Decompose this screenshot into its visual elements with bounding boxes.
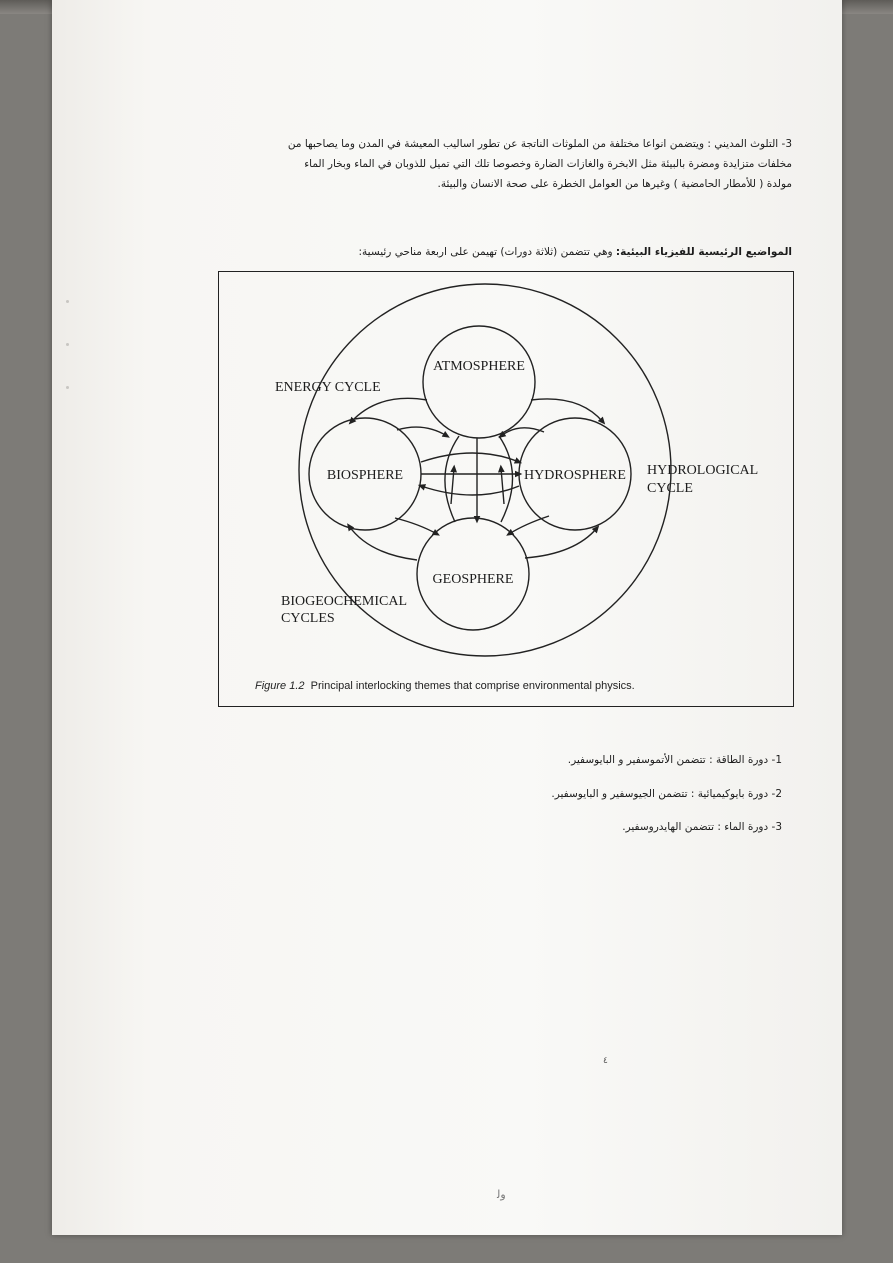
hydrological-cycle-label-2: CYCLE [647, 481, 693, 496]
horizontal-arrow-top [421, 453, 519, 462]
biogeochemical-cycles-label-2: CYCLES [281, 611, 335, 626]
figure-frame [218, 271, 794, 707]
geosphere-label: GEOSPHERE [432, 572, 514, 587]
document-page [52, 0, 842, 1235]
horizontal-arrow-bottom [421, 486, 519, 495]
biogeochemical-cycles-label-1: BIOGEOCHEMICAL [281, 594, 407, 609]
section-heading [232, 246, 792, 258]
flow-arrow-bio-geo-inner [395, 518, 437, 534]
page-ink-mark: ﻭﻟ [497, 1188, 506, 1201]
central-curve-left [445, 436, 459, 522]
energy-cycle-label: ENERGY CYCLE [275, 380, 381, 395]
intro-paragraph [232, 134, 792, 194]
hydrological-cycle-label-1: HYDROLOGICAL [647, 463, 759, 478]
list-item-water-cycle: 3- دورة الماء : تتضمن الهايدروسفير. [622, 821, 782, 833]
atmosphere-label: ATMOSPHERE [433, 359, 525, 374]
intro-line-2: مخلفات متزايدة ومضرة بالبيئة مثل الابخرة والغازات الضارة وخصوصا تلك التي تميل للذوبان في الماء وبخار الماء [304, 158, 792, 170]
flow-arrow-hyd-geo-inner [509, 516, 549, 534]
figure-caption-text: Principal interlocking themes that comprise environmental physics. [310, 680, 635, 692]
hydrosphere-label: HYDROSPHERE [524, 468, 626, 483]
intro-line-1: 3- التلوث المديني : ويتضمن انواعا مختلفة من الملوثات الناتجة عن تطور اساليب المعيشة في المدن وما يصاحبها من [287, 138, 792, 150]
atmosphere-circle [423, 326, 535, 438]
biosphere-label: BIOSPHERE [326, 468, 404, 483]
binder-holes [66, 300, 69, 429]
intro-line-3: مولدة ( للأمطار الحامضية ) وغيرها من العوامل الخطرة على صحة الانسان والبيئة. [437, 178, 792, 190]
section-heading-rest: وهي تتضمن (ثلاثة دورات) تهيمن على اربعة مناحي رئيسية: [358, 246, 616, 258]
central-curve-right [499, 436, 513, 522]
figure-caption [255, 680, 635, 692]
flow-arrow-geo-hyd-outer [525, 528, 597, 558]
list-item-energy-cycle: 1- دورة الطاقة : تتضمن الأتموسفير و البايوسفير. [567, 754, 782, 766]
flow-arrow-geo-bio-outer [349, 526, 417, 560]
figure-caption-label: Figure 1.2 [255, 680, 305, 692]
section-heading-bold: المواضيع الرئيسية للفيزياء البيئية: [615, 246, 792, 258]
list-item-biogeochemical-cycle: 2- دورة بايوكيميائية : تتضمن الجيوسفير و البايوسفير. [551, 788, 782, 800]
cycles-diagram [219, 272, 793, 706]
small-ink-mark: ٤ [603, 1056, 608, 1066]
